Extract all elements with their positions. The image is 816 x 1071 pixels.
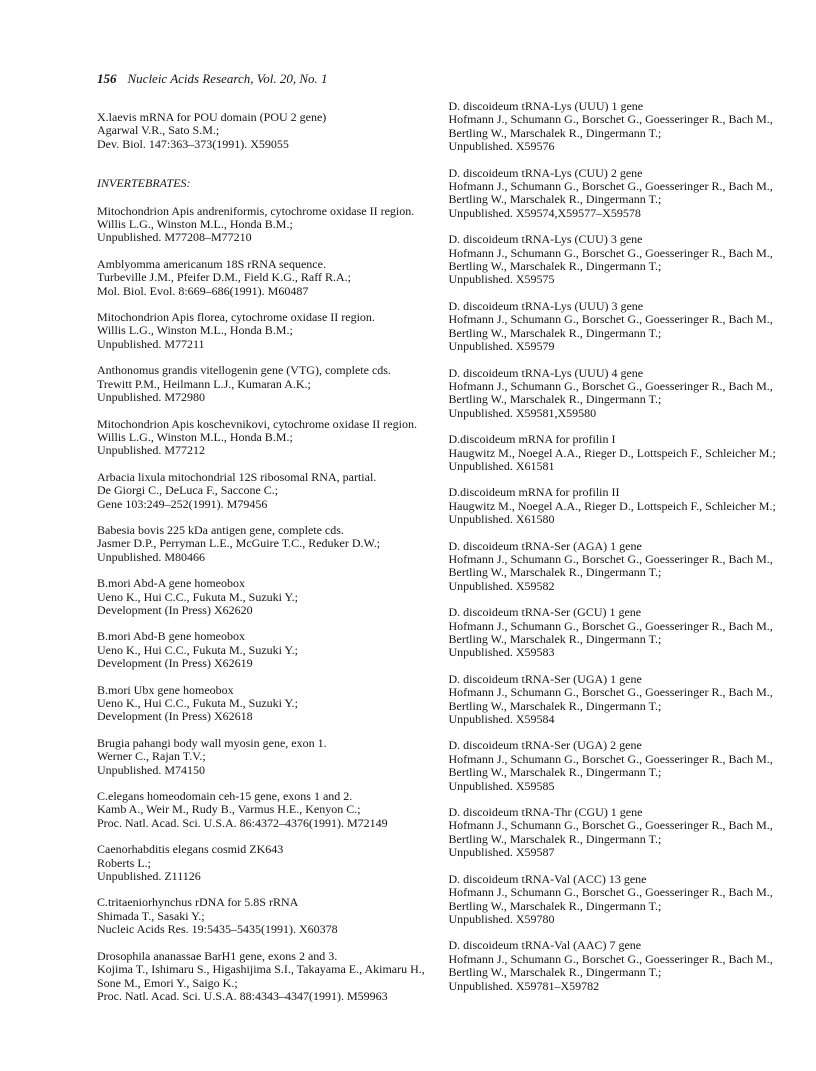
entry-authors: Agarwal V.R., Sato S.M.;	[97, 123, 220, 138]
entry-title: D. discoideum tRNA-Ser (GCU) 1 gene	[448, 605, 642, 620]
entry-reference: Development (In Press) X62619	[97, 656, 253, 671]
entry-reference: Proc. Natl. Acad. Sci. U.S.A. 88:4343–4347(1991). M59963	[97, 988, 388, 1003]
entry-authors: Werner C., Rajan T.V.;	[97, 749, 206, 764]
sequence-entry	[97, 111, 431, 151]
sequence-entry	[449, 100, 791, 154]
entry-reference: Unpublished. X59574,X59577–X59578	[448, 205, 641, 220]
entry-title: Amblyomma americanum 18S rRNA sequence.	[97, 256, 326, 271]
sequence-entry	[97, 364, 431, 404]
entry-title: Mitochondrion Apis koschevnikovi, cytochrome oxidase II region.	[97, 416, 417, 431]
entry-reference: Unpublished. X59576	[448, 139, 555, 154]
entry-authors: Willis L.G., Winston M.L., Honda B.M.;	[97, 429, 293, 444]
entry-title: Mitochondrion Apis florea, cytochrome oxidase II region.	[97, 310, 375, 325]
sequence-entry	[449, 873, 791, 927]
entry-title: D. discoideum tRNA-Ser (UGA) 2 gene	[448, 738, 642, 753]
entry-authors: Willis L.G., Winston M.L., Honda B.M.;	[97, 217, 293, 232]
sequence-entry	[449, 939, 791, 993]
entry-authors: De Giorgi C., DeLuca F., Saccone C.;	[97, 483, 279, 498]
sequence-entry	[97, 630, 431, 670]
entry-reference: Unpublished. M74150	[97, 762, 205, 777]
entry-reference: Unpublished. M80466	[97, 549, 205, 564]
entry-title: D.discoideum mRNA for profilin II	[448, 485, 620, 500]
entry-authors: Roberts L.;	[97, 855, 151, 870]
journal-title: Nucleic Acids Research, Vol. 20, No. 1	[127, 71, 328, 86]
entry-title: Arbacia lixula mitochondrial 12S ribosomal RNA, partial.	[97, 469, 377, 484]
entry-authors: Haugwitz M., Noegel A.A., Rieger D., Lottspeich F., Schleicher M.;	[448, 445, 776, 460]
sequence-entry	[97, 896, 431, 936]
entry-reference: Mol. Biol. Evol. 8:669–686(1991). M60487	[97, 283, 309, 298]
sequence-entry	[449, 233, 791, 287]
sequence-entry	[449, 486, 791, 526]
entry-reference: Unpublished. X59581,X59580	[448, 405, 597, 420]
entry-authors: Kamb A., Weir M., Rudy B., Varmus H.E., Kenyon C.;	[97, 802, 361, 817]
entry-reference: Unpublished. Z11126	[97, 869, 201, 884]
entry-title: D. discoideum tRNA-Thr (CGU) 1 gene	[448, 805, 643, 820]
entry-authors: Trewitt P.M., Heilmann L.J., Kumaran A.K.;	[97, 376, 311, 391]
page-number: 156	[97, 71, 117, 86]
sequence-entry	[97, 311, 431, 351]
sequence-entry	[97, 471, 431, 511]
entry-title: B.mori Abd-A gene homeobox	[97, 576, 245, 591]
page-header	[97, 71, 790, 87]
sequence-entry	[449, 167, 791, 221]
entry-title: C.elegans homeodomain ceh-15 gene, exons 1 and 2.	[97, 789, 353, 804]
entry-title: Caenorhabditis elegans cosmid ZK643	[97, 842, 284, 857]
column-left	[97, 100, 431, 1016]
sequence-entry	[449, 606, 791, 660]
column-right	[449, 100, 791, 1016]
entry-authors: Haugwitz M., Noegel A.A., Rieger D., Lottspeich F., Schleicher M.;	[448, 498, 776, 513]
entry-reference: Unpublished. X59584	[448, 712, 555, 727]
sequence-entry	[449, 806, 791, 860]
entry-authors: Hofmann J., Schumann G., Borschet G., Goesseringer R., Bach M., Bertling W., Marschalek R., Dingermann T.;	[448, 378, 773, 407]
entry-title: D. discoideum tRNA-Lys (CUU) 2 gene	[448, 165, 643, 180]
entry-title: Drosophila ananassae BarH1 gene, exons 2 and 3.	[97, 948, 338, 963]
entry-authors: Hofmann J., Schumann G., Borschet G., Goesseringer R., Bach M., Bertling W., Marschalek R., Dingermann T.;	[448, 245, 773, 274]
entry-title: D. discoideum tRNA-Lys (UUU) 1 gene	[448, 99, 644, 113]
entry-authors: Hofmann J., Schumann G., Borschet G., Goesseringer R., Bach M., Bertling W., Marschalek R., Dingermann T.;	[448, 179, 773, 207]
entry-authors: Hofmann J., Schumann G., Borschet G., Goesseringer R., Bach M., Bertling W., Marschalek R., Dingermann T.;	[448, 112, 773, 140]
sequence-entry	[449, 367, 791, 421]
entry-reference: Unpublished. X61580	[448, 512, 555, 527]
sequence-entry	[97, 843, 431, 883]
entry-authors: Turbeville J.M., Pfeifer D.M., Field K.G., Raff R.A.;	[97, 270, 351, 285]
entry-reference: Unpublished. M72980	[97, 390, 205, 405]
entry-title: D.discoideum mRNA for profilin I	[448, 432, 616, 447]
entry-title: Babesia bovis 225 kDa antigen gene, complete cds.	[97, 522, 344, 537]
sequence-entry	[449, 433, 791, 473]
sequence-entry	[449, 673, 791, 727]
sequence-entry	[97, 737, 431, 777]
entry-reference: Development (In Press) X62618	[97, 709, 253, 724]
entry-title: Brugia pahangi body wall myosin gene, exon 1.	[97, 735, 327, 750]
entry-authors: Ueno K., Hui C.C., Fukuta M., Suzuki Y.;	[97, 589, 299, 604]
entry-reference: Unpublished. M77212	[97, 443, 205, 458]
sequence-entry	[449, 300, 791, 354]
sequence-entry	[97, 205, 431, 245]
entry-columns	[97, 100, 790, 1016]
entry-title: D. discoideum tRNA-Lys (CUU) 3 gene	[448, 232, 643, 247]
entry-title: D. discoideum tRNA-Ser (UGA) 1 gene	[448, 671, 642, 686]
entry-reference: Unpublished. X59579	[448, 339, 555, 354]
entry-authors: Shimada T., Sasaki Y.;	[97, 908, 205, 923]
entry-title: B.mori Abd-B gene homeobox	[97, 629, 245, 644]
entry-authors: Hofmann J., Schumann G., Borschet G., Goesseringer R., Bach M., Bertling W., Marschalek R., Dingermann T.;	[448, 951, 773, 980]
entry-authors: Hofmann J., Schumann G., Borschet G., Goesseringer R., Bach M., Bertling W., Marschalek R., Dingermann T.;	[448, 618, 773, 646]
entry-reference: Unpublished. X59587	[448, 845, 555, 860]
entry-title: B.mori Ubx gene homeobox	[97, 682, 234, 697]
entry-reference: Unpublished. M77211	[97, 336, 205, 351]
entry-reference: Unpublished. X59781–X59782	[448, 978, 600, 993]
sequence-entry	[97, 418, 431, 458]
entry-reference: Unpublished. X59582	[448, 578, 555, 593]
entry-authors: Hofmann J., Schumann G., Borschet G., Goesseringer R., Bach M., Bertling W., Marschalek R., Dingermann T.;	[448, 551, 773, 580]
section-heading: INVERTEBRATES:	[97, 176, 191, 191]
entry-authors: Ueno K., Hui C.C., Fukuta M., Suzuki Y.;	[97, 642, 299, 657]
entry-title: D. discoideum tRNA-Ser (AGA) 1 gene	[448, 538, 642, 553]
entry-reference: Gene 103:249–252(1991). M79456	[97, 496, 268, 511]
entry-title: Mitochondrion Apis andreniformis, cytochrome oxidase II region.	[97, 203, 415, 218]
entry-title: D. discoideum tRNA-Val (ACC) 13 gene	[448, 871, 647, 886]
sequence-entry	[97, 258, 431, 298]
sequence-entry	[97, 524, 431, 564]
sequence-entry	[449, 540, 791, 594]
sequence-entry	[97, 950, 431, 1004]
entry-authors: Willis L.G., Winston M.L., Honda B.M.;	[97, 323, 293, 338]
sequence-entry	[97, 790, 431, 830]
entry-title: X.laevis mRNA for POU domain (POU 2 gene)	[97, 110, 327, 124]
entry-reference: Unpublished. X61581	[448, 458, 555, 473]
entry-authors: Hofmann J., Schumann G., Borschet G., Goesseringer R., Bach M., Bertling W., Marschalek R., Dingermann T.;	[448, 751, 773, 780]
entry-authors: Kojima T., Ishimaru S., Higashijima S.I., Takayama E., Akimaru H., Sone M., Emori Y., Saigo K.;	[97, 962, 425, 990]
sequence-entry	[97, 577, 431, 617]
entry-reference: Unpublished. X59585	[448, 778, 555, 793]
entry-reference: Unpublished. M77208–M77210	[97, 230, 252, 245]
entry-title: D. discoideum tRNA-Lys (UUU) 4 gene	[448, 365, 644, 380]
entry-authors: Hofmann J., Schumann G., Borschet G., Goesseringer R., Bach M., Bertling W., Marschalek R., Dingermann T.;	[448, 685, 773, 713]
entry-reference: Unpublished. X59780	[448, 911, 555, 926]
entry-reference: Unpublished. X59575	[448, 272, 555, 287]
entry-reference: Proc. Natl. Acad. Sci. U.S.A. 86:4372–4376(1991). M72149	[97, 815, 388, 830]
entry-title: Anthonomus grandis vitellogenin gene (VTG), complete cds.	[97, 363, 391, 378]
entry-authors: Hofmann J., Schumann G., Borschet G., Goesseringer R., Bach M., Bertling W., Marschalek R., Dingermann T.;	[448, 885, 773, 913]
entry-title: D. discoideum tRNA-Val (AAC) 7 gene	[448, 938, 642, 953]
entry-authors: Hofmann J., Schumann G., Borschet G., Goesseringer R., Bach M., Bertling W., Marschalek R., Dingermann T.;	[448, 312, 773, 340]
entry-authors: Jasmer D.P., Perryman L.E., McGuire T.C., Reduker D.W.;	[97, 536, 381, 551]
entry-reference: Nucleic Acids Res. 19:5435–5435(1991). X60378	[97, 922, 338, 937]
entry-reference: Unpublished. X59583	[448, 645, 555, 660]
entry-authors: Ueno K., Hui C.C., Fukuta M., Suzuki Y.;	[97, 696, 299, 710]
entry-authors: Hofmann J., Schumann G., Borschet G., Goesseringer R., Bach M., Bertling W., Marschalek R., Dingermann T.;	[448, 818, 773, 846]
sequence-entry	[97, 684, 431, 724]
entry-reference: Dev. Biol. 147:363–373(1991). X59055	[97, 136, 289, 151]
sequence-entry	[449, 739, 791, 793]
entry-title: D. discoideum tRNA-Lys (UUU) 3 gene	[448, 298, 644, 313]
entry-title: C.tritaeniorhynchus rDNA for 5.8S rRNA	[97, 895, 299, 910]
entry-reference: Development (In Press) X62620	[97, 602, 253, 617]
